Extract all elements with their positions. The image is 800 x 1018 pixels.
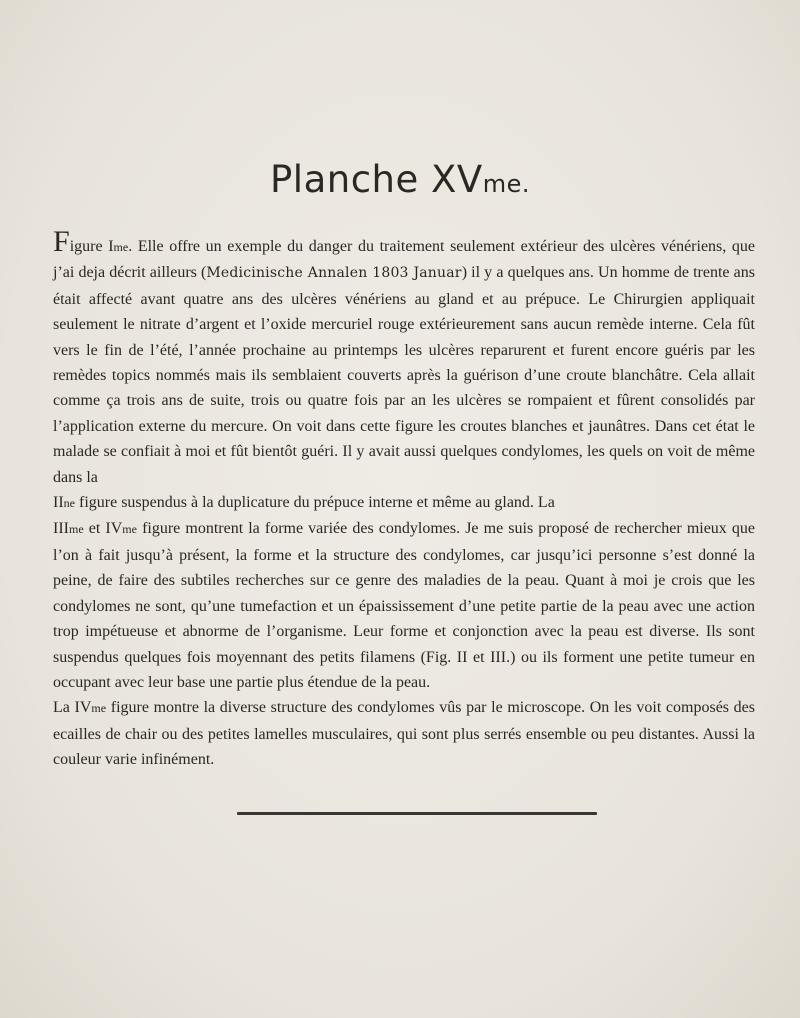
paragraph-figure-4 bbox=[53, 695, 755, 772]
p1-ordinal: me bbox=[113, 240, 129, 254]
closing-rule bbox=[237, 812, 597, 815]
title-main: Planche XV bbox=[270, 158, 483, 201]
p3-ordinal-2: me bbox=[122, 522, 137, 537]
p2-text: figure suspendus à la duplicature du prépuce interne et même au gland. La bbox=[74, 494, 555, 512]
p4-numeral: La IV bbox=[53, 699, 92, 717]
p1-part-1: igure I bbox=[69, 238, 114, 255]
paragraph-figure-3-4 bbox=[53, 516, 755, 695]
page-title bbox=[0, 158, 800, 201]
paragraph-figure-2 bbox=[53, 490, 755, 516]
p3-text: figure montrent la forme variée des condylomes. Je me suis proposé de rechercher mieux que l’on à fait jusqu’à présent, la forme et la structure des condylomes, car jusqu’ici personne s’est donné la peine, de faire des subtiles recherches sur ce genre des maladies de la peau. Quant à moi je crois que les condylomes ne sont, qu’une tumefaction et un épaississement d’une petite partie de la peau avec une action trop impétueuse et abnorme de l’organisme. Leur forme et conjonction avec la peau est diverse. Ils sont suspendus quelques fois moyennant des petits filamens (Fig. II et III.) ou ils forment une petite tumeur en occupant avec leur base une partie plus étendue de la peau. bbox=[53, 520, 756, 691]
p1-part-2: . Elle offre un exemple du danger du traitement seulement extérieur des ulcères vénériens, que j’ai deja décrit ailleurs ( bbox=[53, 238, 756, 282]
p3-ordinal-1: me bbox=[68, 522, 84, 537]
drop-cap: F bbox=[53, 225, 70, 258]
title-superscript: me. bbox=[482, 170, 530, 198]
journal-reference: Medicinische Annalen 1803 Januar bbox=[206, 265, 462, 282]
p4-ordinal: me bbox=[91, 701, 107, 716]
p3-numeral-1: III bbox=[53, 520, 69, 538]
p2-numeral: II bbox=[53, 494, 64, 512]
body-text bbox=[53, 225, 756, 773]
p4-text: figure montre la diverse structure des condylomes vûs par le microscope. On les voit composés des ecailles de chair ou des petites lamelles musculaires, qui sont plus serrés ensemble ou peu distantes. Aussi la couleur varie infinément. bbox=[53, 699, 756, 769]
paragraph-figure-1 bbox=[53, 225, 756, 490]
p3-numeral-2: et IV bbox=[83, 520, 123, 538]
p1-part-3: ) il y a quelques ans. Un homme de trente ans était affecté avant quatre ans des ulcères vénériens au gland et au prépuce. Le Chirurgien appliquait seulement le nitrate d’argent et l’oxide mercuriel rouge extérieurement sans aucun remède interne. Cela fût vers le fin de l’été, l’année prochaine au printemps les ulcères reparurent et furent encore guéris par les remèdes topics nommés mais ils semblaient couverts après la guérison d’une croute blanchâtre. Cela allait comme ça trois ans de suite, trois ou quatre fois par an les ulcères se rompaient et fûrent consolidés par l’application externe du mercure. On voit dans cette figure les croutes blanches et jaunâtres. Dans cet état le malade se confiait à moi et fût bientôt guéri. Il y avait aussi quelques condylomes, les quels on voit de même dans la bbox=[53, 264, 756, 486]
p2-ordinal: ne bbox=[63, 496, 75, 511]
